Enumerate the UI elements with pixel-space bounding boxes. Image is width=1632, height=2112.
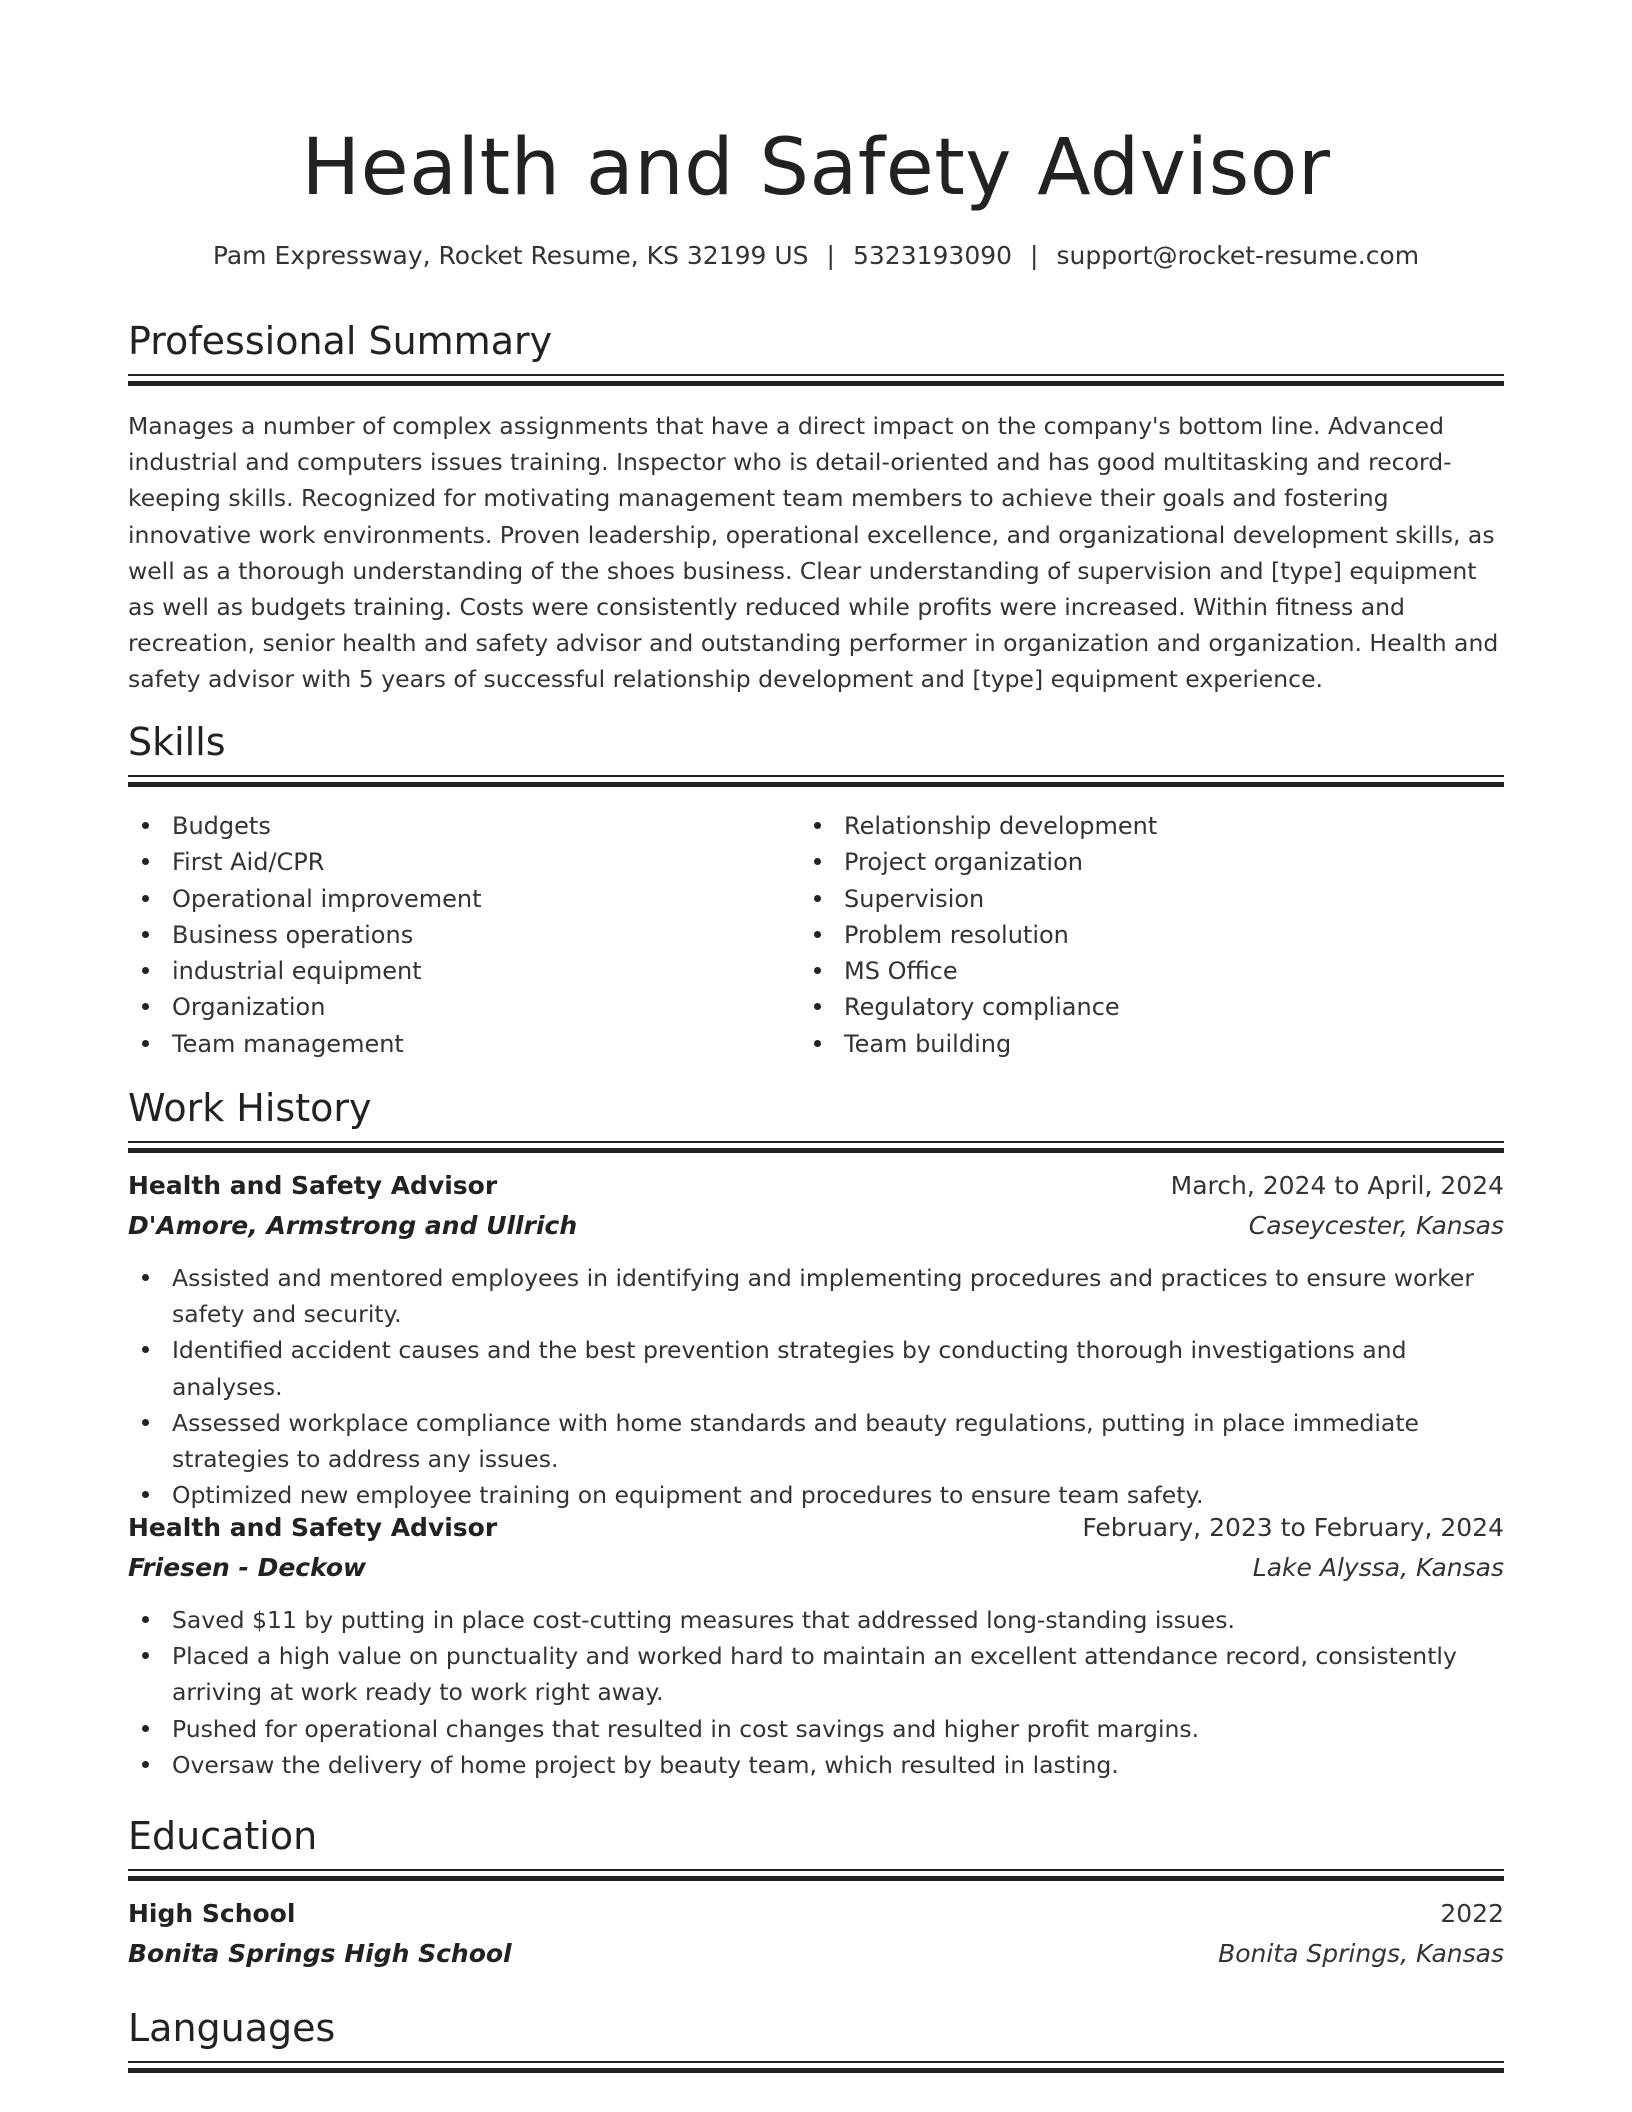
section-title-work-history: Work History [128,1086,372,1130]
skills-list-left [128,808,788,1062]
contact-email: support@rocket-resume.com [1056,241,1420,270]
contact-address: Pam Expressway, Rocket Resume, KS 32199 US [212,241,809,270]
job-bullet: Assisted and mentored employees in identifying and implementing procedures and practices to ensure worker safety and security. [128,1260,1504,1332]
education-degree: High School [128,1899,296,1928]
skill-item: industrial equipment [128,953,788,989]
skill-item: Supervision [800,881,1500,917]
job-bullet: Saved $11 by putting in place cost-cutting measures that addressed long-standing issues. [128,1602,1504,1638]
job-bullet: Pushed for operational changes that resulted in cost savings and higher profit margins. [128,1711,1504,1747]
skill-item: Organization [128,989,788,1025]
skill-item: MS Office [800,953,1500,989]
skills-list-right [800,808,1500,1062]
skill-item: Regulatory compliance [800,989,1500,1025]
section-title-education: Education [128,1814,318,1858]
skill-item: Team building [800,1026,1500,1062]
skill-item: Operational improvement [128,881,788,917]
skill-item: Relationship development [800,808,1500,844]
section-divider [128,2061,1504,2073]
job-dates: February, 2023 to February, 2024 [1082,1513,1504,1542]
skill-item: Team management [128,1026,788,1062]
section-title-skills: Skills [128,720,226,764]
job-title: Health and Safety Advisor [128,1171,498,1200]
section-divider [128,1141,1504,1153]
skill-item: Business operations [128,917,788,953]
job-company: Friesen - Deckow [128,1553,367,1582]
job-bullet: Oversaw the delivery of home project by beauty team, which resulted in lasting. [128,1747,1504,1783]
job-location: Caseycester, Kansas [1248,1211,1504,1240]
section-title-languages: Languages [128,2006,336,2050]
job-dates: March, 2024 to April, 2024 [1170,1171,1504,1200]
resume-title: Health and Safety Advisor [301,123,1331,213]
contact-line [0,238,1632,274]
section-title-summary: Professional Summary [128,319,553,363]
education-location: Bonita Springs, Kansas [1218,1939,1504,1968]
job-bullet: Assessed workplace compliance with home standards and beauty regulations, putting in place immediate strategies to address any issues. [128,1405,1504,1477]
skill-item: Problem resolution [800,917,1500,953]
job-bullets [128,1602,1504,1783]
section-divider [128,374,1504,386]
contact-phone: 5323193090 [852,241,1013,270]
job-bullet: Placed a high value on punctuality and worked hard to maintain an excellent attendance record, consistently arriving at work ready to work right away. [128,1638,1504,1710]
section-divider [128,775,1504,787]
skill-item: Project organization [800,844,1500,880]
education-school: Bonita Springs High School [128,1939,512,1968]
job-bullet: Optimized new employee training on equipment and procedures to ensure team safety. [128,1477,1504,1513]
skill-item: Budgets [128,808,788,844]
job-bullets [128,1260,1504,1513]
skill-item: First Aid/CPR [128,844,788,880]
summary-text: Manages a number of complex assignments that have a direct impact on the company's bottom line. Advanced industrial and computers issues training. Inspector who is detail-oriented and has good multitasking and record-keeping skills. Recognized for motivating management team members to achieve their goals and fostering innovative work environments. Proven leadership, operational excellence, and organizational development skills, as well as a thorough understanding of the shoes business. Clear understanding of supervision and [type] equipment as well as budgets training. Costs were consistently reduced while profits were increased. Within fitness and recreation, senior health and safety advisor and outstanding performer in organization and organization. Health and safety advisor with 5 years of successful relationship development and [type] equipment experience. [128,412,1499,694]
job-company: D'Amore, Armstrong and Ullrich [128,1211,578,1240]
job-bullet: Identified accident causes and the best prevention strategies by conducting thorough investigations and analyses. [128,1332,1504,1404]
contact-separator: | [1030,241,1039,270]
job-location: Lake Alyssa, Kansas [1252,1553,1504,1582]
section-divider [128,1869,1504,1881]
contact-separator: | [826,241,835,270]
job-title: Health and Safety Advisor [128,1513,498,1542]
education-year: 2022 [1440,1899,1504,1928]
